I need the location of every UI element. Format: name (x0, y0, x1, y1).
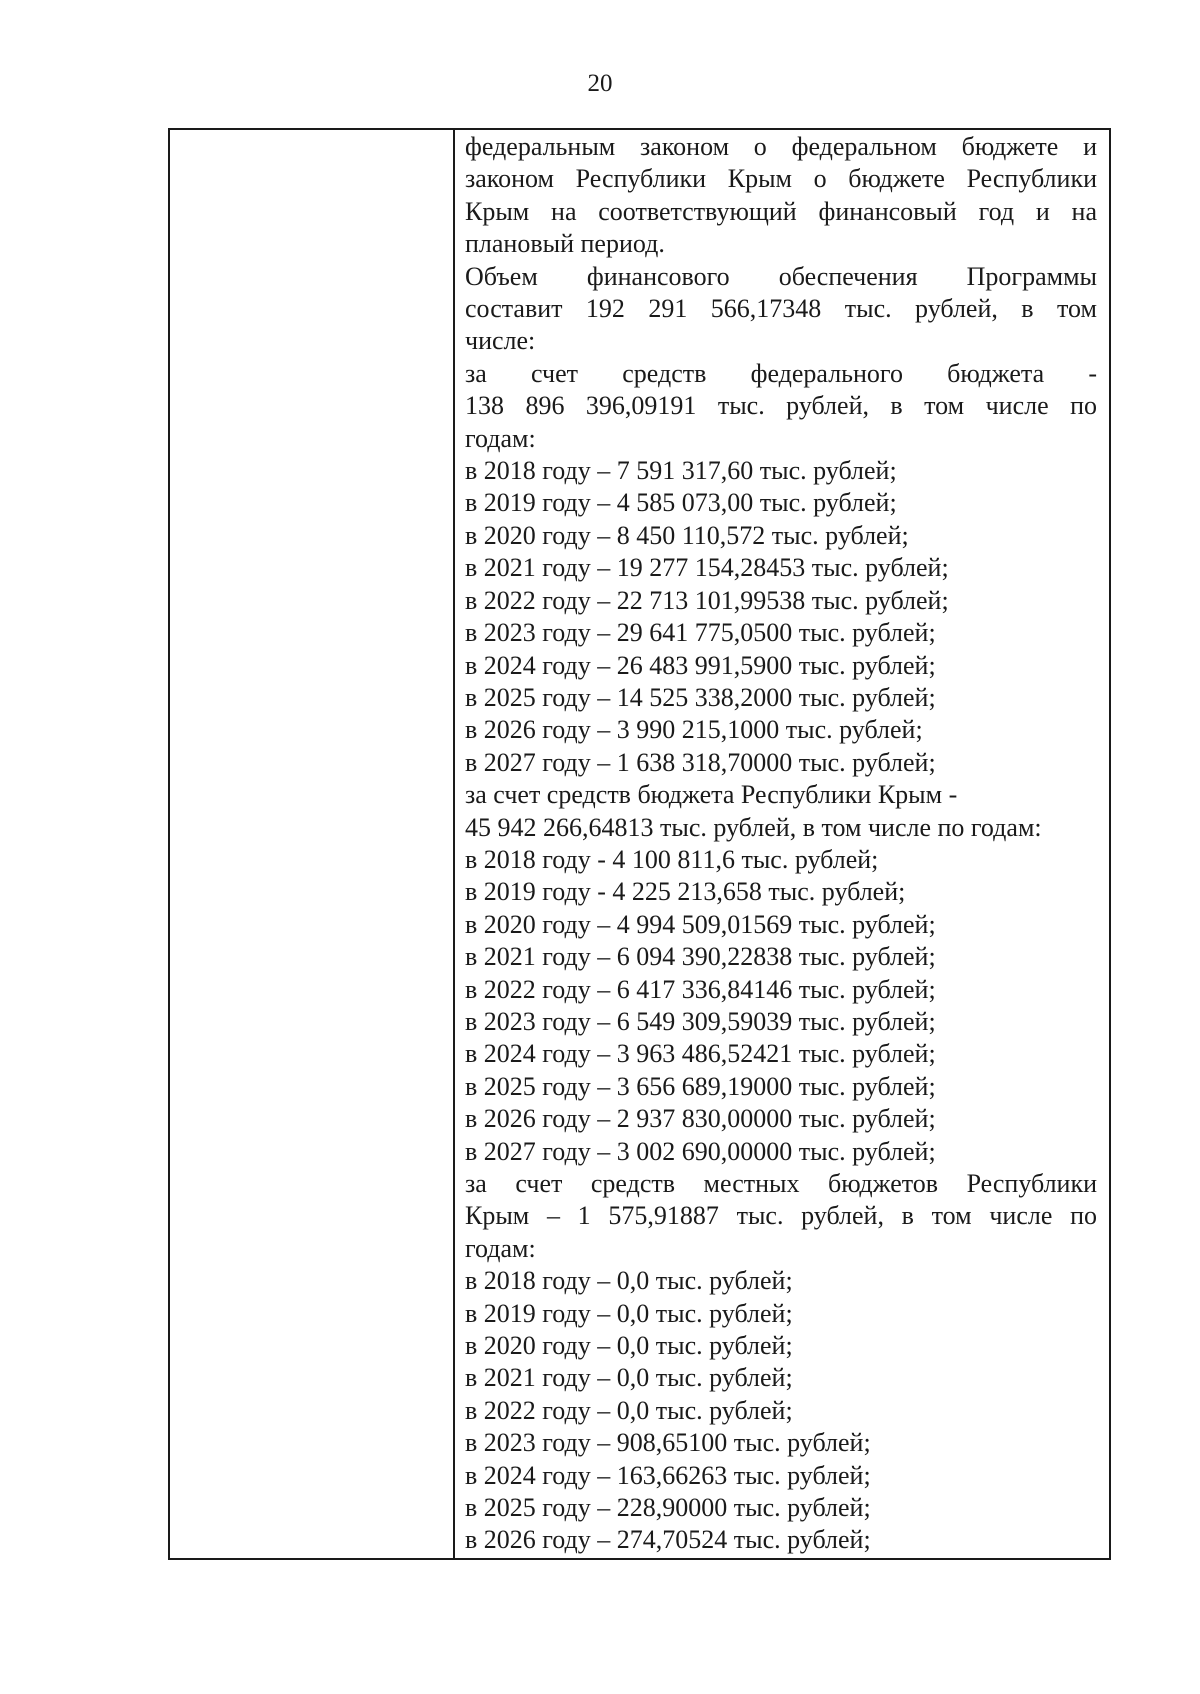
text-line: 138 896 396,09191 тыс. рублей, в том числе по (465, 391, 1097, 421)
year-amount-line: в 2027 году – 3 002 690,00000 тыс. рублей; (465, 1136, 936, 1166)
paragraph-regional-budget (465, 779, 1097, 1168)
year-amount-line: в 2020 году – 0,0 тыс. рублей; (465, 1331, 793, 1361)
year-amount-line: в 2022 году – 0,0 тыс. рублей; (465, 1395, 793, 1425)
year-amount-line: в 2024 году – 3 963 486,52421 тыс. рублей; (465, 1039, 936, 1069)
year-amount-line: в 2026 году – 274,70524 тыс. рублей; (465, 1525, 871, 1555)
year-amount-line: в 2024 году – 26 483 991,5900 тыс. рублей; (465, 650, 936, 680)
paragraph-local-budgets (465, 1168, 1097, 1557)
table-right-cell (455, 130, 1109, 1558)
year-amount-line: в 2018 году – 0,0 тыс. рублей; (465, 1266, 793, 1296)
year-amount-line: в 2021 году – 6 094 390,22838 тыс. рублей; (465, 942, 936, 972)
paragraph-legal-basis (465, 131, 1097, 261)
year-amount-line: в 2022 году – 22 713 101,99538 тыс. рублей; (465, 585, 949, 615)
year-amount-line: в 2022 году – 6 417 336,84146 тыс. рублей; (465, 974, 936, 1004)
year-amount-line: в 2019 году - 4 225 213,658 тыс. рублей; (465, 877, 906, 907)
page-number: 20 (587, 70, 613, 97)
year-amount-line: в 2025 году – 3 656 689,19000 тыс. рублей; (465, 1071, 936, 1101)
text-line: за счет средств федерального бюджета - (465, 358, 1097, 388)
text-line: за счет средств бюджета Республики Крым - (465, 780, 958, 810)
year-amount-line: в 2021 году – 19 277 154,28453 тыс. рублей; (465, 553, 949, 583)
program-passport-table (168, 128, 1111, 1560)
text-line: законом Республики Крым о бюджете Республики (465, 164, 1097, 194)
year-amount-line: в 2021 году – 0,0 тыс. рублей; (465, 1363, 793, 1393)
text-line: Крым – 1 575,91887 тыс. рублей, в том числе по (465, 1201, 1097, 1231)
paragraph-total-volume (465, 261, 1097, 358)
text-line: 45 942 266,64813 тыс. рублей, в том числе по годам: (465, 812, 1042, 842)
text-line: годам: (465, 423, 536, 453)
text-line: числе: (465, 326, 536, 356)
year-amount-line: в 2020 году – 8 450 110,572 тыс. рублей; (465, 520, 909, 550)
text-line: за счет средств местных бюджетов Республики (465, 1169, 1097, 1198)
year-amount-line: в 2020 году – 4 994 509,01569 тыс. рублей; (465, 909, 936, 939)
year-amount-line: в 2023 году – 29 641 775,0500 тыс. рублей; (465, 618, 936, 648)
text-line: плановый период. (465, 229, 665, 259)
year-amount-line: в 2027 году – 1 638 318,70000 тыс. рублей; (465, 747, 936, 777)
year-amount-line: в 2026 году – 3 990 215,1000 тыс. рублей; (465, 715, 923, 745)
table-left-cell (170, 130, 455, 1558)
text-line: федеральным законом о федеральном бюджете и (465, 132, 1097, 161)
paragraph-federal-budget (465, 358, 1097, 779)
year-amount-line: в 2023 году – 6 549 309,59039 тыс. рублей; (465, 1006, 936, 1036)
year-amount-line: в 2025 году – 228,90000 тыс. рублей; (465, 1493, 871, 1523)
year-amount-line: в 2019 году – 0,0 тыс. рублей; (465, 1298, 793, 1328)
year-amount-line: в 2023 году – 908,65100 тыс. рублей; (465, 1428, 871, 1458)
text-line: годам: (465, 1233, 536, 1263)
year-amount-line: в 2019 году – 4 585 073,00 тыс. рублей; (465, 488, 897, 518)
year-amount-line: в 2018 году - 4 100 811,6 тыс. рублей; (465, 844, 879, 874)
year-amount-line: в 2018 году – 7 591 317,60 тыс. рублей; (465, 456, 897, 486)
year-amount-line: в 2025 году – 14 525 338,2000 тыс. рублей; (465, 682, 936, 712)
year-amount-line: в 2026 году – 2 937 830,00000 тыс. рублей; (465, 1104, 936, 1134)
text-line: Крым на соответствующий финансовый год и на (465, 196, 1097, 226)
year-amount-line: в 2024 году – 163,66263 тыс. рублей; (465, 1460, 871, 1490)
text-line: составит 192 291 566,17348 тыс. рублей, в том (465, 294, 1097, 324)
text-line: Объем финансового обеспечения Программы (465, 261, 1097, 291)
